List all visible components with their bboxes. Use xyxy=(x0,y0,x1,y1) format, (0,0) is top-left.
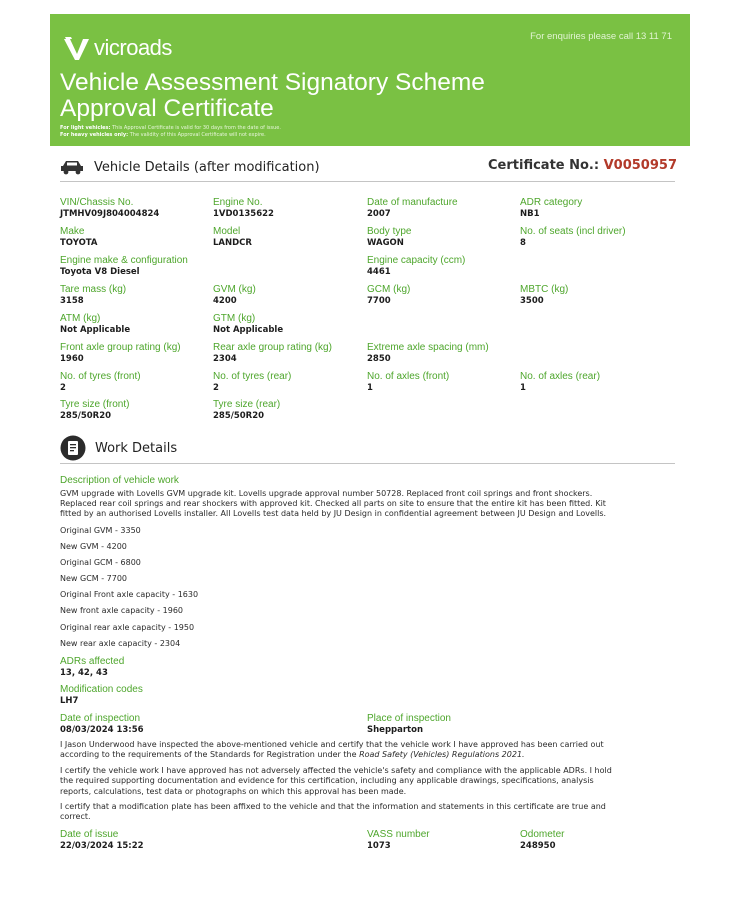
tare-field xyxy=(60,284,126,307)
header-banner xyxy=(50,14,690,146)
vin-label: VIN/Chassis No. xyxy=(60,197,134,208)
issue-date-label: Date of issue xyxy=(60,829,119,840)
gvm-field xyxy=(213,284,256,307)
list-item: Original Front axle capacity - 1630 xyxy=(60,590,199,599)
work-details-heading xyxy=(60,435,177,461)
odometer-label: Odometer xyxy=(520,829,565,840)
tyre-size-rear-label: Tyre size (rear) xyxy=(213,399,281,410)
vicroads-logo xyxy=(62,34,172,62)
certification-statement-1 xyxy=(60,740,670,761)
desc-label-field xyxy=(60,475,179,487)
mbtc-label: MBTC (kg) xyxy=(520,284,569,295)
enquiries-text: For enquiries please call 13 11 71 xyxy=(530,31,672,42)
atm-label: ATM (kg) xyxy=(60,313,101,324)
engine-no-label: Engine No. xyxy=(213,197,263,208)
divider xyxy=(60,463,675,464)
adr-field xyxy=(520,197,582,220)
cert1-regulation: Road Safety (Vehicles) Regulations 2021. xyxy=(359,750,525,760)
dom-field xyxy=(367,197,458,220)
cert1-line-1: I Jason Underwood have inspected the above-mentioned vehicle and certify that the vehicle work I have approved has been carried out xyxy=(60,740,604,749)
page-title xyxy=(60,70,485,122)
seats-field xyxy=(520,226,626,249)
tare-value: 3158 xyxy=(60,295,84,306)
seats-label: No. of seats (incl driver) xyxy=(520,226,626,237)
adrs-value: 13, 42, 43 xyxy=(60,667,108,678)
tyres-rear-value: 2 xyxy=(213,382,219,393)
banner-notes xyxy=(60,125,281,139)
tyres-rear-field xyxy=(213,371,291,394)
front-axle-value: 1960 xyxy=(60,353,84,364)
capacity-field xyxy=(367,255,465,278)
make-field xyxy=(60,226,98,249)
gvm-label: GVM (kg) xyxy=(213,284,256,295)
tyres-rear-label: No. of tyres (rear) xyxy=(213,371,292,382)
engine-no-field xyxy=(213,197,274,220)
engine-cfg-field xyxy=(60,255,188,278)
atm-field xyxy=(60,313,130,336)
list-item: Original rear axle capacity - 1950 xyxy=(60,623,195,632)
certificate-value: V0050957 xyxy=(603,158,677,173)
desc-line-3: fitted by an authorised Lovells installer. All Lovells test data held by JU Design in confidential agreement between JU Design and Lovells. xyxy=(60,509,607,519)
rear-axle-label: Rear axle group rating (kg) xyxy=(213,342,332,353)
certificate-number xyxy=(488,158,677,173)
cert1-line-2: according to the requirements of the Standards for Registration under the xyxy=(60,750,357,760)
axle-spacing-field xyxy=(367,342,489,365)
atm-value: Not Applicable xyxy=(60,324,131,335)
capacity-value: 4461 xyxy=(367,266,391,277)
axles-front-field xyxy=(367,371,449,394)
body-field xyxy=(367,226,411,249)
tyre-size-front-label: Tyre size (front) xyxy=(60,399,130,410)
odometer-value: 248950 xyxy=(520,840,556,851)
rear-axle-value: 2304 xyxy=(213,353,237,364)
make-label: Make xyxy=(60,226,85,237)
note1-text: This Approval Certificate is valid for 30 days from the date of issue. xyxy=(112,125,281,131)
axles-rear-label: No. of axles (rear) xyxy=(520,371,601,382)
dom-label: Date of manufacture xyxy=(367,197,458,208)
capacity-label: Engine capacity (ccm) xyxy=(367,255,466,266)
mod-codes-field xyxy=(60,684,143,707)
tyre-size-rear-field xyxy=(213,399,280,422)
cert2-line-1: I certify the vehicle work I have approved has not adversely affected the vehicle's safety and compliance with the applicable ADRs. I hold xyxy=(60,766,612,775)
gtm-field xyxy=(213,313,283,336)
list-item: New GCM - 7700 xyxy=(60,574,128,583)
front-axle-label: Front axle group rating (kg) xyxy=(60,342,181,353)
adrs-field xyxy=(60,656,124,679)
work-details-title: Work Details xyxy=(95,440,178,456)
axles-rear-field xyxy=(520,371,600,394)
axles-front-label: No. of axles (front) xyxy=(367,371,450,382)
cert2-line-3: reports, calculations, test data or photographs on which this approval has been made. xyxy=(60,786,407,796)
axle-spacing-value: 2850 xyxy=(367,353,391,364)
tyre-size-front-field xyxy=(60,399,129,422)
document-icon xyxy=(60,435,86,461)
list-item: Original GVM - 3350 xyxy=(60,526,141,535)
body-value: WAGON xyxy=(367,237,404,248)
divider xyxy=(60,181,675,182)
gcm-value: 7700 xyxy=(367,295,391,306)
list-item: New rear axle capacity - 2304 xyxy=(60,639,181,648)
dom-value: 2007 xyxy=(367,208,391,219)
mbtc-field xyxy=(520,284,568,307)
cert3-line-2: correct. xyxy=(60,812,91,822)
cert2-line-2: the required supporting documentation and evidence for this certification, including any applicable drawings, specifications, analysis xyxy=(60,776,594,786)
desc-label: Description of vehicle work xyxy=(60,475,179,486)
inspection-date-label: Date of inspection xyxy=(60,713,141,724)
odometer-field xyxy=(520,829,564,852)
certificate-label: Certificate No.: xyxy=(488,158,600,173)
vass-field xyxy=(367,829,430,852)
rear-axle-field xyxy=(213,342,332,365)
inspection-place-label: Place of inspection xyxy=(367,713,451,724)
gtm-value: Not Applicable xyxy=(213,324,284,335)
list-item: New front axle capacity - 1960 xyxy=(60,606,183,615)
note2-text: The validity of this Approval Certificate will not expire. xyxy=(129,132,266,138)
seats-value: 8 xyxy=(520,237,526,248)
note2-label: For heavy vehicles only: xyxy=(60,132,129,138)
engine-no-value: 1VD0135622 xyxy=(213,208,274,219)
mbtc-value: 3500 xyxy=(520,295,544,306)
tyre-size-front-value: 285/50R20 xyxy=(60,410,112,421)
model-field xyxy=(213,226,252,249)
model-value: LANDCR xyxy=(213,237,252,248)
make-value: TOYOTA xyxy=(60,237,98,248)
vehicle-details-title: Vehicle Details (after modification) xyxy=(94,159,320,175)
front-axle-field xyxy=(60,342,181,365)
desc-line-1: GVM upgrade with Lovells GVM upgrade kit. Lovells upgrade approval number 50728. Replaced front coil springs and front shockers. xyxy=(60,489,593,498)
note1-label: For light vehicles: xyxy=(60,125,111,131)
axles-rear-value: 1 xyxy=(520,382,526,393)
tare-label: Tare mass (kg) xyxy=(60,284,127,295)
vicroads-logo-icon xyxy=(62,34,92,62)
title-line-2: Approval Certificate xyxy=(60,95,274,122)
inspection-date-field xyxy=(60,713,144,736)
axle-spacing-label: Extreme axle spacing (mm) xyxy=(367,342,489,353)
certification-statement-3 xyxy=(60,802,670,823)
inspection-place-value: Shepparton xyxy=(367,724,423,735)
logo-text: vicroads xyxy=(94,35,172,60)
gtm-label: GTM (kg) xyxy=(213,313,256,324)
gcm-label: GCM (kg) xyxy=(367,284,411,295)
list-item: Original GCM - 6800 xyxy=(60,558,141,567)
engine-cfg-label: Engine make & configuration xyxy=(60,255,188,266)
gvm-value: 4200 xyxy=(213,295,237,306)
certification-statement-2 xyxy=(60,766,670,797)
tyre-size-rear-value: 285/50R20 xyxy=(213,410,265,421)
inspection-place-field xyxy=(367,713,451,736)
adr-value: NB1 xyxy=(520,208,540,219)
title-line-1: Vehicle Assessment Signatory Scheme xyxy=(60,69,485,96)
vin-value: JTMHV09J804004824 xyxy=(60,208,160,219)
body-label: Body type xyxy=(367,226,412,237)
tyres-front-label: No. of tyres (front) xyxy=(60,371,141,382)
cert3-line-1: I certify that a modification plate has been affixed to the vehicle and that the information and statements in this certificate are true and xyxy=(60,802,606,811)
vin-field xyxy=(60,197,159,220)
inspection-date-value: 08/03/2024 13:56 xyxy=(60,724,144,735)
gcm-field xyxy=(367,284,410,307)
adr-label: ADR category xyxy=(520,197,583,208)
list-item: New GVM - 4200 xyxy=(60,542,127,551)
mod-codes-label: Modification codes xyxy=(60,684,143,695)
vass-label: VASS number xyxy=(367,829,430,840)
axles-front-value: 1 xyxy=(367,382,373,393)
adrs-label: ADRs affected xyxy=(60,656,125,667)
description-text xyxy=(60,489,660,520)
issue-date-value: 22/03/2024 15:22 xyxy=(60,840,144,851)
engine-cfg-value: Toyota V8 Diesel xyxy=(60,266,140,277)
issue-date-field xyxy=(60,829,144,852)
model-label: Model xyxy=(213,226,241,237)
tyres-front-field xyxy=(60,371,141,394)
car-icon xyxy=(60,159,84,175)
desc-line-2: Replaced rear coil springs and rear shockers with approved kit. Checked all parts on site to ensure that the entire kit has been fitted. Kit xyxy=(60,499,606,509)
vehicle-details-heading xyxy=(60,159,320,175)
vass-value: 1073 xyxy=(367,840,391,851)
mod-codes-value: LH7 xyxy=(60,695,79,706)
tyres-front-value: 2 xyxy=(60,382,66,393)
